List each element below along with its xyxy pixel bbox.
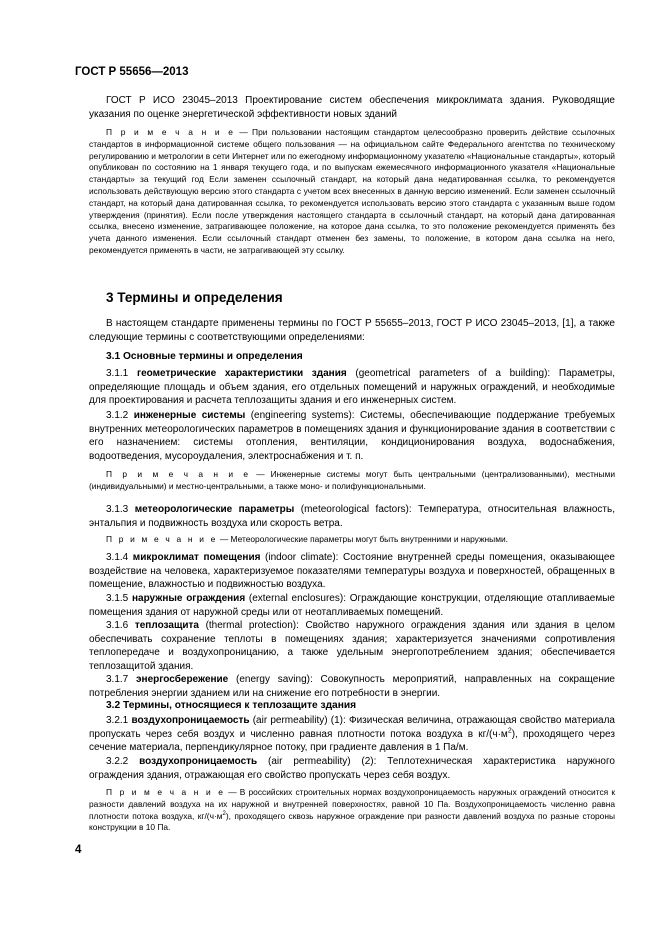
term-3-1-4: 3.1.4 микроклимат помещения (indoor climate): Состояние внутренней среды помещения, оказывающее воздействие на человека, характеризуемое показателями температуры воздуха и поверхностей, обращенных в помещение, влажностью и подвижностью воздуха.	[89, 552, 615, 591]
subsection-title-3-2: 3.2 Термины, относящиеся к теплозащите здания	[106, 700, 357, 711]
term-3-1-2: 3.1.2 инженерные системы (engineering systems): Системы, обеспечивающие поддержание требуемых внутренних метеорологических параметров в помещениях здания и функционирование здания в соответствии с его назначением: системы отопления, вентиляции, кондиционирования воздуха, водоснабжения, водоотведения, мусороудаления, электроснабжения и т. п.	[89, 410, 615, 462]
note-air-permeability: П р и м е ч а н и е — В российских строительных нормах воздухопроницаемость наружных ограждений относится к разности давлений воздуха на их наружной и внутренней поверхностях, равной 10 Па. Воздухопроницаемость численно равна плотности потока воздуха, $кг/(ч\cdot м^2)$, проходящего сквозь наружное ограждение при разности давлений воздуха по разные стороны конструкции в 10 Па.	[89, 787, 615, 833]
section-title: 3 Термины и определения	[106, 290, 283, 305]
term-name: энергосбережение	[136, 674, 229, 685]
term-name: наружные ограждения	[131, 593, 246, 604]
note-engineering-systems: П р и м е ч а н и е — Инженерные системы могут быть центральными (централизованными), местными (индивидуальными) и местно-центральными, а также моно- и полифункциональными.	[89, 469, 616, 491]
term-name: воздухопроницаемость	[139, 756, 258, 767]
note-label: П р и м е ч а н и е	[106, 127, 236, 137]
term-3-1-7: 3.1.7 энергосбережение (energy saving): Совокупность мероприятий, направленных на сокращение потребления энергии зданием или на снижение его потребности в энергии.	[89, 674, 615, 699]
subsection-title-3-1: 3.1 Основные термины и определения	[106, 351, 303, 362]
term-name: микроклимат помещения	[132, 552, 261, 563]
section-intro: В настоящем стандарте применены термины по ГОСТ Р 55655–2013, ГОСТ Р ИСО 23045–2013, [1], а также следующие термины с соответствующими определениями:	[89, 318, 615, 343]
page-number: 4	[75, 844, 82, 856]
term-3-1-6: 3.1.6 теплозащита (thermal protection): Свойство наружного ограждения здания или здания в целом обеспечивать сохранение теплоты в помещениях здания; характеризуется значениями сопротивления теплопередаче и воздухопроницанию, а также удельным энергопотреблением здания; обеспечивается теплозащитой здания.	[89, 620, 615, 672]
term-name: воздухопроницаемость	[131, 715, 250, 726]
term-name: метеорологические параметры	[134, 504, 295, 515]
intro-note	[89, 127, 615, 257]
term-name: инженерные системы	[133, 410, 246, 421]
note-text: — При пользовании настоящим стандартом целесообразно проверить действие ссылочных стандартов в информационной системе общего пользования — на официальном сайте Федерального агентства по техническому регулированию и метрологии в сети Интернет или по ежегодному информационному указателю «Национальные стандарты», который опубликован по состоянию на 1 января текущего года, и по выпускам ежемесячного информационного указателя «Национальные стандарты» за текущий год Если заменен ссылочный стандарт, на который дана недатированная ссылка, то рекомендуется использовать действующую версию этого стандарта с учетом всех внесенных в данную версию изменений. Если заменен ссылочный стандарт, на который дана датированная ссылка, то рекомендуется использовать версию этого стандарта с указанным выше годом утверждения (принятия). Если после утверждения настоящего стандарта в ссылочный стандарт, на который дана датированная ссылка, внесено изменение, затрагивающее положение, на которое дана ссылка, то это положение рекомендуется применять без учета данного изменения. Если ссылочный стандарт отменен без замены, то положение, в котором дана ссылка на него, рекомендуется применять в части, не затрагивающей эту ссылку.	[89, 127, 615, 255]
note-meteorological: П р и м е ч а н и е — Метеорологические параметры могут быть внутренними и наружными.	[106, 534, 508, 544]
term-3-2-1: 3.2.1 воздухопроницаемость (air permeability) (1): Физическая величина, отражающая свойство материала пропускать через себя воздух и численно равная плотности потока воздуха в $кг/(ч\cdot м^2)$, проходящего через сечение материала, перпендикулярное потоку, при градиенте давления в 1 Па/м.	[89, 715, 615, 754]
term-name: теплозащита	[134, 620, 199, 631]
reference-entry: ГОСТ Р ИСО 23045–2013 Проектирование систем обеспечения микроклимата здания. Руководящие указания по оценке энергетической эффективности новых зданий	[89, 95, 615, 120]
term-3-1-3: 3.1.3 метеорологические параметры (meteorological factors): Температура, относительная влажность, энтальпия и подвижность воздуха или скорость ветра.	[89, 504, 615, 529]
term-3-2-2: 3.2.2 воздухопроницаемость (air permeability) (2): Теплотехническая характеристика наружного ограждения здания, отражающая его свойство пропускать через себя воздух.	[89, 756, 615, 781]
document-code-header: ГОСТ Р 55656—2013	[75, 66, 189, 78]
term-name: геометрические характеристики здания	[136, 368, 347, 379]
term-3-1-1: 3.1.1 геометрические характеристики здания (geometrical parameters of a building): Параметры, определяющие площадь и объем здания, его отдельных помещений и наружных ограждений, и необходимые для проектирования и расчета теплозащиты здания и его инженерных систем.	[89, 368, 615, 407]
term-3-1-5: 3.1.5 наружные ограждения (external enclosures): Ограждающие конструкции, отделяющие отапливаемые помещения здания от наружной среды или от неотапливаемых помещений.	[89, 593, 615, 618]
